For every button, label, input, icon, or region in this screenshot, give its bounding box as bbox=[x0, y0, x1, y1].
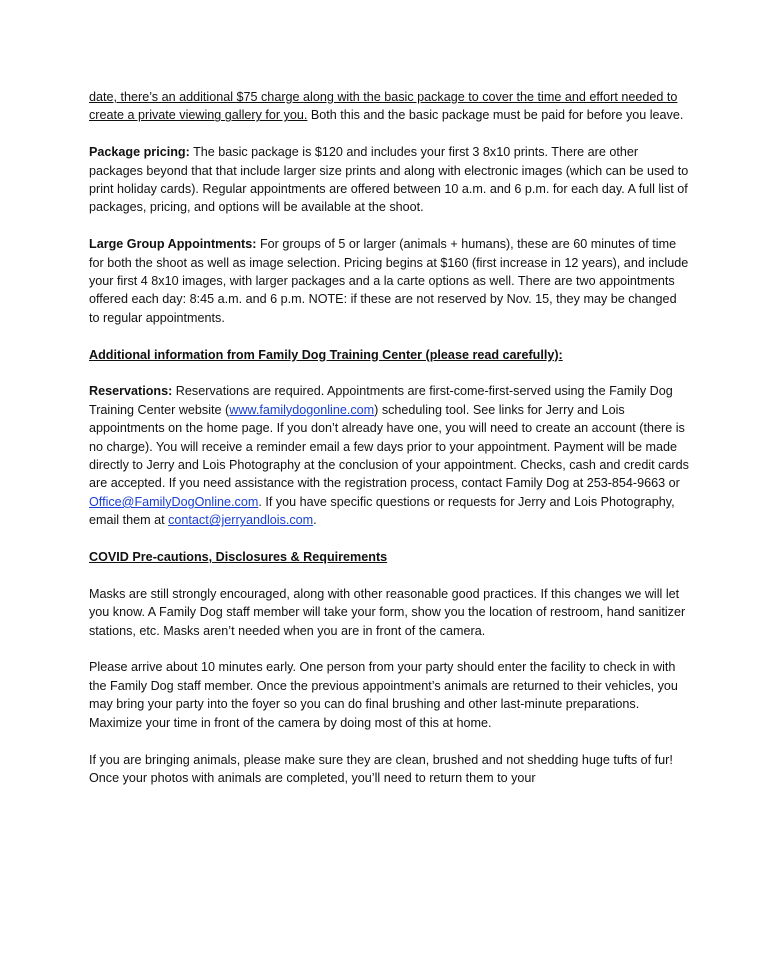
intro-paragraph bbox=[89, 88, 689, 125]
covid-paragraph-arrival: Please arrive about 10 minutes early. One person from your party should enter the facility to check in with the Family Dog staff member. Once the previous appointment’s animals are returned to their vehicles, you may bring your party into the foyer so you can do final brushing and other last-minute preparations. Maximize your time in front of the camera by doing most of this at home. bbox=[89, 660, 678, 730]
additional-info-heading: Additional information from Family Dog Training Center (please read carefully): bbox=[89, 347, 563, 362]
website-link[interactable]: www.familydogonline.com bbox=[229, 402, 375, 417]
large-group-paragraph bbox=[89, 235, 689, 327]
reservations-label: Reservations: bbox=[89, 384, 173, 399]
package-pricing-text: The basic package is $120 and includes your first 3 8x10 prints. There are other packages beyond that that include larger size prints and along with electronic images (which can be used to print holiday cards). Regular appointments are offered between 10 a.m. and 6 p.m. for each day. A full list of packages, pricing, and options will be available at the shoot. bbox=[89, 145, 689, 215]
reservations-text-4: . bbox=[313, 513, 317, 528]
intro-rest-text: Both this and the basic package must be paid for before you leave. bbox=[307, 108, 684, 123]
large-group-label: Large Group Appointments: bbox=[89, 237, 257, 252]
document-page bbox=[89, 88, 689, 806]
contact-email-link[interactable]: contact@jerryandlois.com bbox=[168, 513, 314, 528]
office-email-link[interactable]: Office@FamilyDogOnline.com bbox=[89, 494, 259, 509]
package-pricing-label: Package pricing: bbox=[89, 145, 190, 160]
covid-heading: COVID Pre-cautions, Disclosures & Requirements bbox=[89, 550, 388, 565]
reservations-text-3: . If you have specific questions or requests for Jerry and Lois Photography, email them at bbox=[89, 494, 675, 528]
reservations-text-2: ) scheduling tool. See links for Jerry and Lois appointments on the home page. If you don’t already have one, you will need to create an account (there is no charge). You will receive a reminder email a few days prior to your appointment. Payment will be made directly to Jerry and Lois Photography at the conclusion of your appointment. Checks, cash and credit cards are accepted. If you need assistance with the registration process, contact Family Dog at 253-854-9663 or bbox=[89, 402, 689, 491]
reservations-paragraph bbox=[89, 382, 689, 529]
covid-paragraph-animals: If you are bringing animals, please make sure they are clean, brushed and not shedding huge tufts of fur! Once your photos with animals are completed, you’ll need to return them to your bbox=[89, 752, 673, 785]
intro-underlined-text: date, there’s an additional $75 charge along with the basic package to cover the time and effort needed to create a private viewing gallery for you. bbox=[89, 90, 678, 123]
covid-paragraph-masks: Masks are still strongly encouraged, along with other reasonable good practices. If this changes we will let you know. A Family Dog staff member will take your form, show you the location of restroom, hand sanitizer stations, etc. Masks aren’t needed when you are in front of the camera. bbox=[89, 586, 686, 638]
reservations-text-1: Reservations are required. Appointments are first-come-first-served using the Family Dog Training Center website ( bbox=[89, 384, 673, 417]
package-pricing-paragraph bbox=[89, 143, 689, 217]
large-group-text: For groups of 5 or larger (animals + humans), these are 60 minutes of time for both the shoot as well as image selection. Pricing begins at $160 (first increase in 12 years), and include your first 4 8x10 images, with larger packages and a la carte options as well. There are two appointments offered each day: 8:45 a.m. and 6 p.m. NOTE: if these are not reserved by Nov. 15, they may be changed to regular appointments. bbox=[89, 237, 689, 325]
